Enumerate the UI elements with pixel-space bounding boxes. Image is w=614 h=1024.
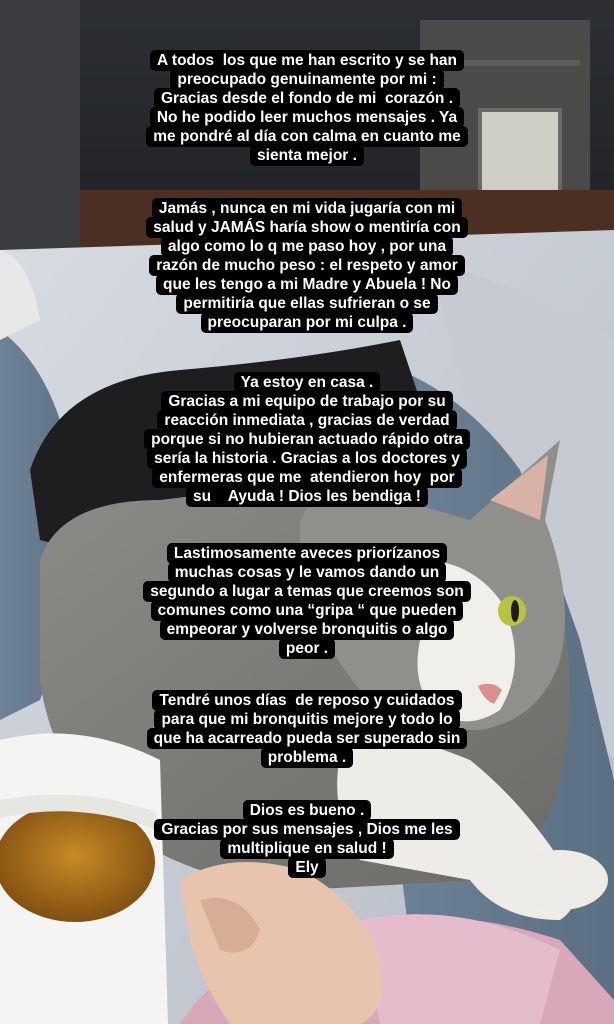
text-line: Ya estoy en casa . — [234, 372, 381, 393]
text-line: Gracias por sus mensajes , Dios me les — [154, 819, 459, 840]
text-line: me pondré al día con calma en cuanto me — [146, 126, 468, 147]
signature: Ely — [288, 857, 325, 878]
text-line: problema . — [261, 747, 353, 768]
text-line: comunes como una “gripa “ que pueden — [151, 600, 464, 621]
text-line: preocupado genuinamente por mi : — [170, 69, 443, 90]
text-line: algo como lo q me paso hoy , por una — [161, 236, 453, 257]
text-line: salud y JAMÁS haría show o mentiría con — [146, 217, 468, 238]
text-line: multiplique en salud ! — [220, 838, 393, 859]
paragraph-home — [0, 372, 614, 507]
text-line: A todos los que me han escrito y se han — [150, 50, 464, 71]
text-line: Gracias desde el fondo de mi corazón . — [154, 88, 460, 109]
text-line: reacción inmediata , gracias de verdad — [157, 410, 456, 431]
text-line: que ha acarreado pueda ser superado sin — [147, 728, 468, 749]
text-line: Tendré unos días de reposo y cuidados — [152, 690, 461, 711]
paragraph-never — [0, 198, 614, 333]
text-line: Jamás , nunca en mi vida jugaría con mi — [152, 198, 462, 219]
text-line: su Ayuda ! Dios les bendiga ! — [186, 486, 428, 507]
text-line: sienta mejor . — [250, 145, 364, 166]
text-line: razón de mucho peso : el respeto y amor — [149, 255, 464, 276]
text-line: No he podido leer muchos mensajes . Ya — [150, 107, 464, 128]
text-line: peor . — [279, 638, 335, 659]
text-line: preocuparan por mi culpa . — [201, 312, 414, 333]
text-line: muchas cosas y le vamos dando un — [168, 562, 446, 583]
text-line: Gracias a mi equipo de trabajo por su — [161, 391, 452, 412]
text-line: para que mi bronquitis mejore y todo lo — [154, 709, 459, 730]
text-line: segundo a lugar a temas que creemos son — [143, 581, 471, 602]
text-line: Lastimosamente aveces priorízanos — [167, 543, 447, 564]
paragraph-thanks — [0, 50, 614, 166]
text-line: enfermeras que me atendieron hoy por — [152, 467, 461, 488]
text-line: que les tengo a mi Madre y Abuela ! No — [156, 274, 458, 295]
text-line: permitiría que ellas sufrieran o se — [176, 293, 437, 314]
text-line: Dios es bueno . — [243, 800, 372, 821]
text-line: empeorar y volverse bronquitis o algo — [160, 619, 455, 640]
paragraph-unfortunately — [0, 543, 614, 659]
text-line: sería la historia . Gracias a los doctores y — [147, 448, 467, 469]
paragraph-closing — [0, 800, 614, 878]
paragraph-rest — [0, 690, 614, 768]
text-line: porque si no hubieran actuado rápido otra — [144, 429, 470, 450]
